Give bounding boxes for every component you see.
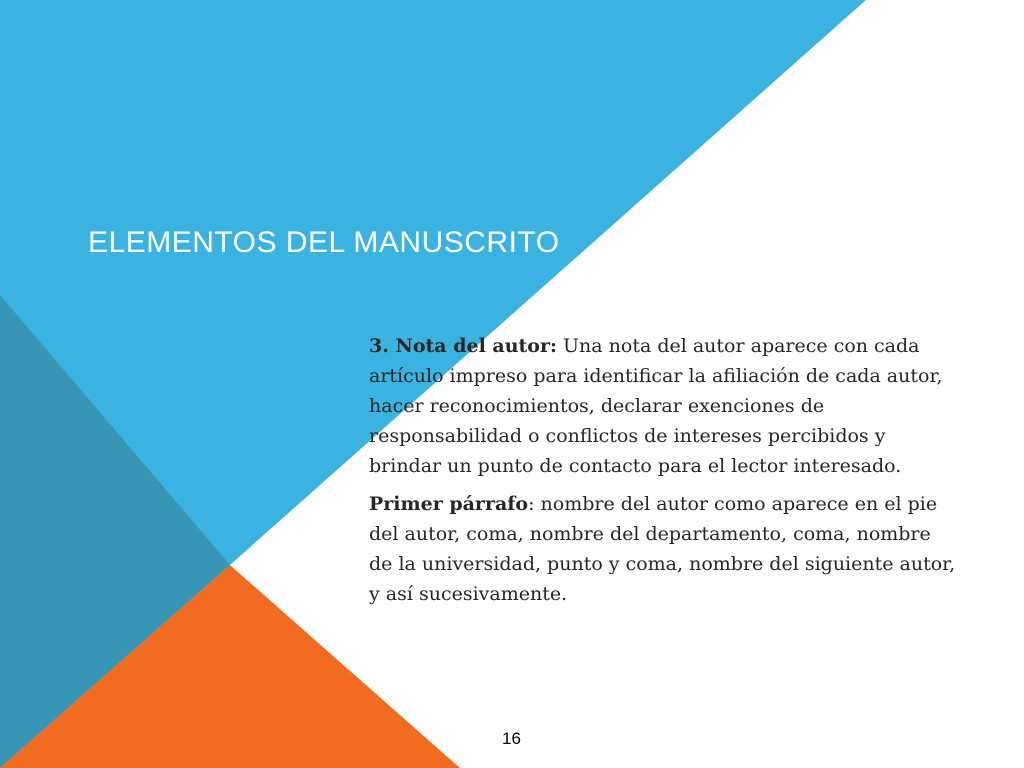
first-paragraph-text: : nombre del autor como aparece en el pie del autor, coma, nombre del departamento, coma, nombre de la universidad, punto y coma, nombre del siguiente autor, y así sucesivamente. <box>369 493 956 605</box>
paragraph-first <box>369 489 959 609</box>
author-note-text: Una nota del autor aparece con cada artículo impreso para identificar la afiliación de cada autor, hacer reconocimientos, declarar exenciones de responsabilidad o conflictos de intereses percibidos y brindar un punto de contacto para el lector interesado. <box>369 335 943 477</box>
page-number: 16 <box>502 729 521 748</box>
first-paragraph-label: Primer párrafo <box>369 493 529 515</box>
slide-title: ELEMENTOS DEL MANUSCRITO <box>88 226 560 259</box>
author-note-label: 3. Nota del autor: <box>369 335 557 357</box>
paragraph-author-note <box>369 331 959 481</box>
body-text <box>369 331 959 617</box>
